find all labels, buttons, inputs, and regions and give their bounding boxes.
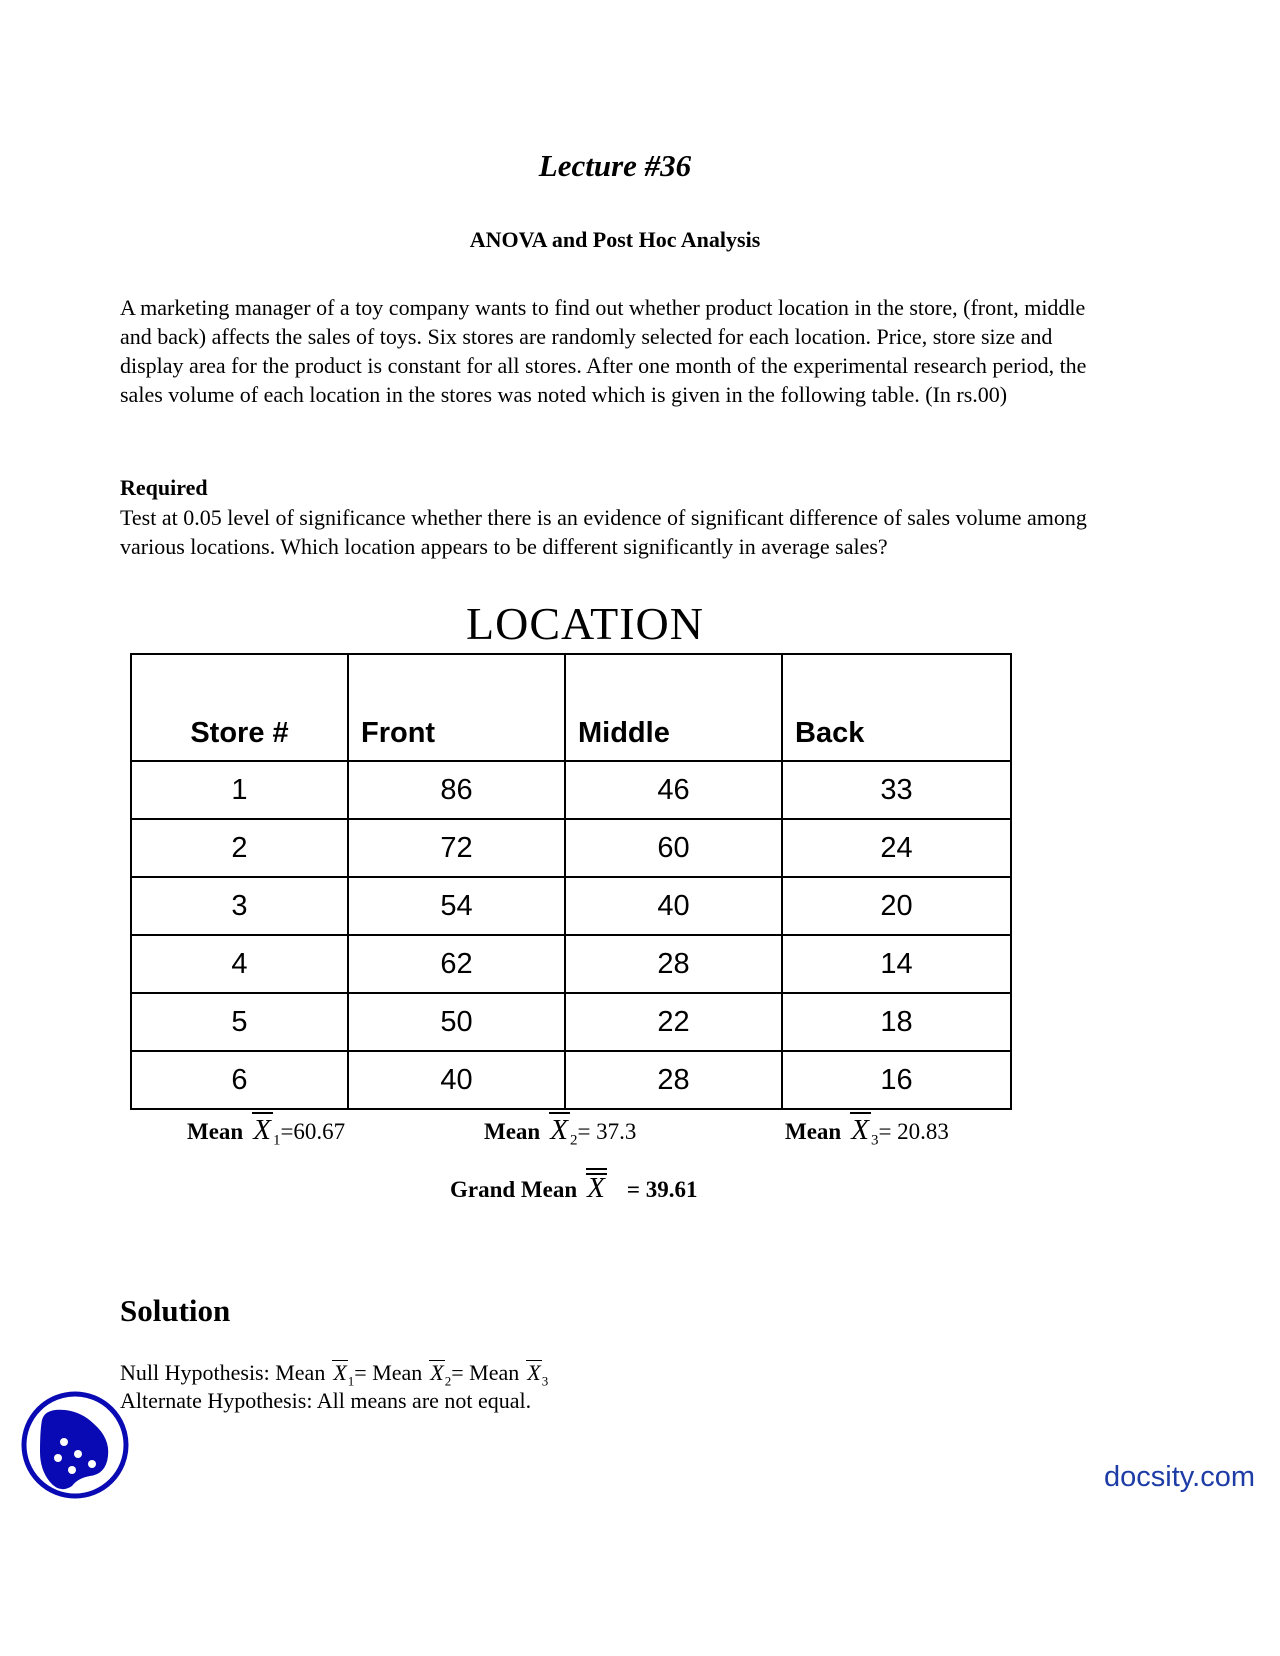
table-row [131,935,1011,993]
xbar-symbol: X [253,1114,271,1146]
cell-middle: 40 [565,877,782,935]
mean-middle [484,1114,636,1150]
required-text: Test at 0.05 level of significance whether there is an evidence of significant difference of sales volume among various locations. Which location appears to be different significantly in average sales? [120,505,1087,559]
header-front: Front [348,654,565,761]
mean-value: = 20.83 [878,1119,949,1144]
cell-front: 62 [348,935,565,993]
header-middle: Middle [565,654,782,761]
solution-heading: Solution [120,1293,231,1328]
grand-mean-value: = 39.61 [626,1177,698,1202]
mean-value: =60.67 [280,1119,346,1144]
null-hypothesis [120,1360,548,1389]
cell-front: 72 [348,819,565,877]
subscript: 2 [444,1373,452,1389]
cell-back: 18 [782,993,1011,1051]
cell-store: 2 [131,819,348,877]
mean-subscript: 1 [272,1132,281,1149]
table-row [131,1051,1011,1109]
mean-subscript: 2 [569,1132,578,1149]
docsity-logo-icon[interactable] [20,1390,130,1500]
cell-front: 54 [348,877,565,935]
lecture-title: Lecture #36 [538,148,692,183]
docsity-brand-link[interactable]: docsity.com [1104,1461,1255,1493]
cell-middle: 60 [565,819,782,877]
header-back: Back [782,654,1011,761]
xbar-symbol: X [333,1360,347,1385]
sales-table [130,653,1012,1110]
intro-paragraph: A marketing manager of a toy company wants to find out whether product location in the store, (front, middle and back) affects the sales of toys. Six stores are randomly selected for each location. Price, store size and display area for the product is constant for all stores. After one month of the experimental research period, the sales volume of each location in the stores was noted which is given in the following table. (In rs.00) [120,295,1087,407]
cell-back: 33 [782,761,1011,819]
mean-label: Mean [484,1119,541,1144]
cell-middle: 28 [565,1051,782,1109]
required-heading: Required [120,475,208,500]
double-xbar-symbol: X [587,1172,605,1204]
cell-back: 14 [782,935,1011,993]
mean-front [187,1114,345,1150]
xbar-symbol: X [527,1360,541,1385]
null-prefix: Null Hypothesis: Mean [120,1360,326,1385]
cell-front: 40 [348,1051,565,1109]
grand-mean [450,1172,697,1205]
header-store: Store # [131,654,348,761]
xbar-symbol: X [550,1114,568,1146]
table-row [131,819,1011,877]
cell-store: 5 [131,993,348,1051]
cell-front: 86 [348,761,565,819]
mean-label: Mean [187,1119,244,1144]
table-row [131,761,1011,819]
mean-label: Mean [785,1119,842,1144]
cell-store: 6 [131,1051,348,1109]
table-title: LOCATION [466,598,704,649]
cell-back: 24 [782,819,1011,877]
subscript: 1 [347,1373,355,1389]
xbar-symbol: X [851,1114,869,1146]
cell-store: 1 [131,761,348,819]
page-subtitle: ANOVA and Post Hoc Analysis [469,227,761,252]
xbar-symbol: X [430,1360,444,1385]
mean-back [785,1114,949,1150]
equals-mean: = Mean [451,1360,520,1385]
mean-subscript: 3 [870,1132,879,1149]
grand-mean-label: Grand Mean [450,1177,578,1202]
cell-back: 20 [782,877,1011,935]
table-header-row [131,654,1011,761]
mean-value: = 37.3 [577,1119,637,1144]
alternate-hypothesis: Alternate Hypothesis: All means are not equal. [120,1388,532,1413]
cell-store: 4 [131,935,348,993]
cell-middle: 46 [565,761,782,819]
table-row [131,877,1011,935]
cell-front: 50 [348,993,565,1051]
cell-middle: 22 [565,993,782,1051]
table-row [131,993,1011,1051]
equals-mean: = Mean [354,1360,423,1385]
cell-back: 16 [782,1051,1011,1109]
cell-middle: 28 [565,935,782,993]
subscript: 3 [541,1373,549,1389]
cell-store: 3 [131,877,348,935]
